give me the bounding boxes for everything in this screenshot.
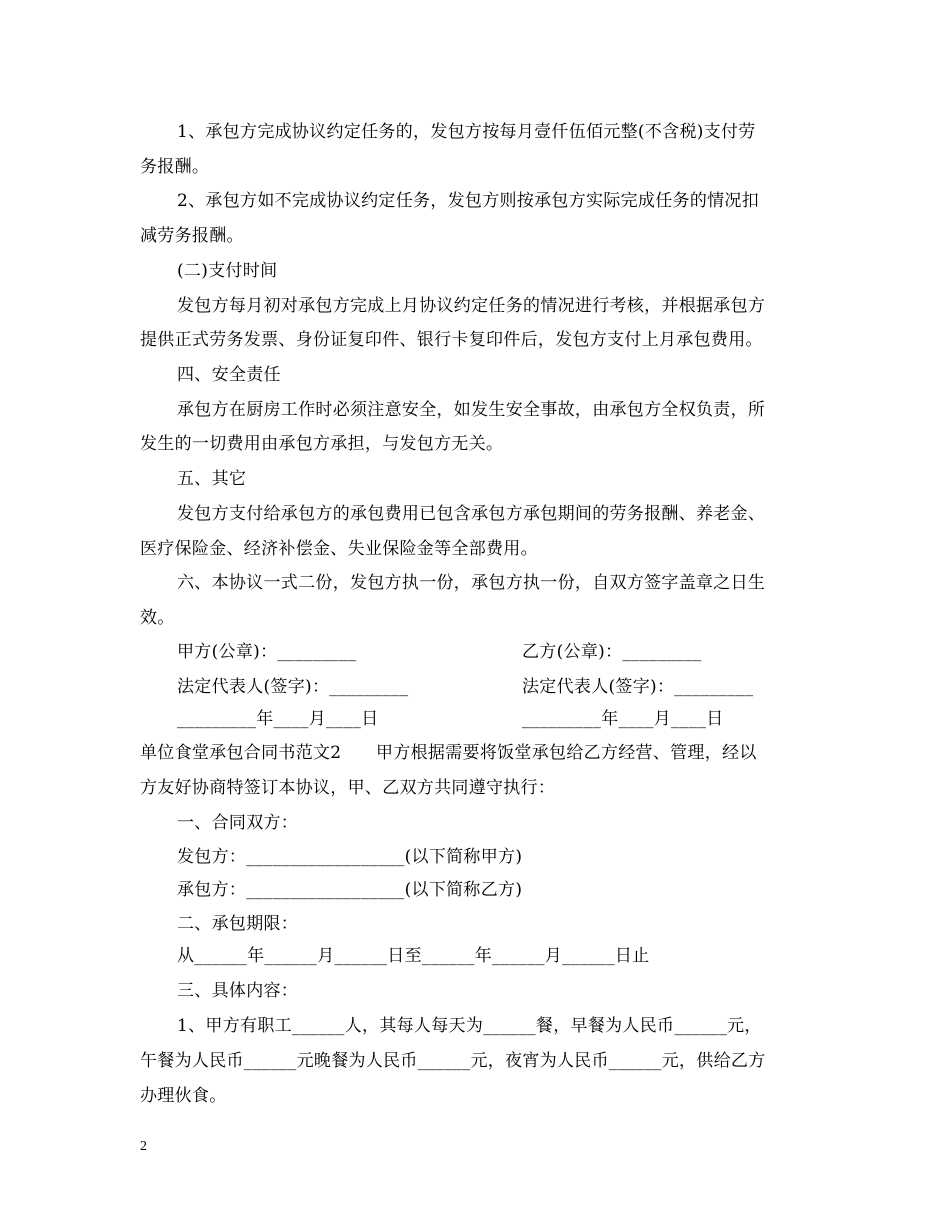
paragraph-line: 六、本协议一式二份，发包方执一份，承包方执一份，自双方签字盖章之日生 xyxy=(177,573,766,593)
party-b-representative: 法定代表人(签字)：_________ xyxy=(522,677,754,697)
paragraph-line: 发生的一切费用由承包方承担，与发包方无关。 xyxy=(140,434,504,454)
party-a-seal: 甲方(公章)：_________ xyxy=(177,642,357,662)
paragraph-line: 2、承包方如不完成协议约定任务，发包方则按承包方实际完成任务的情况扣 xyxy=(177,191,760,211)
section-heading: 二、承包期限： xyxy=(177,914,299,934)
party-a-representative: 法定代表人(签字)：_________ xyxy=(177,677,409,697)
paragraph-line: 承包方在厨房工作时必须注意安全，如发生安全事故，由承包方全权负责，所 xyxy=(177,400,766,420)
paragraph-line: 发包方：__________________(以下简称甲方) xyxy=(177,847,523,867)
paragraph-line: 办理伙食。 xyxy=(140,1086,227,1106)
section-heading: 一、合同双方： xyxy=(177,813,299,833)
paragraph-line: 午餐为人民币______元晚餐为人民币______元，夜宵为人民币______元，供给乙方 xyxy=(140,1051,766,1071)
paragraph-line: 方友好协商特签订本协议，甲、乙双方共同遵守执行： xyxy=(140,778,556,798)
paragraph-line: 务报酬。 xyxy=(140,157,210,177)
section-heading: 三、具体内容： xyxy=(177,981,299,1001)
paragraph-line: 单位食堂承包合同书范文2 甲方根据需要将饭堂承包给乙方经营、管理，经以 xyxy=(140,743,757,763)
paragraph-line: 承包方：__________________(以下简称乙方) xyxy=(177,880,523,900)
paragraph-line: 提供正式劳务发票、身份证复印件、银行卡复印件后，发包方支付上月承包费用。 xyxy=(140,330,763,350)
paragraph-line: 1、甲方有职工______人，其每人每天为______餐，早餐为人民币______元， xyxy=(177,1016,762,1036)
paragraph-line: 医疗保险金、经济补偿金、失业保险金等全部费用。 xyxy=(140,539,538,559)
party-b-date: _________年____月____日 xyxy=(522,709,724,729)
section-heading: 四、安全责任 xyxy=(177,365,281,385)
section-heading: 五、其它 xyxy=(177,469,247,489)
page-number: 2 xyxy=(140,1139,147,1154)
paragraph-line: 减劳务报酬。 xyxy=(140,226,244,246)
paragraph-line: 效。 xyxy=(140,608,175,628)
party-a-date: _________年____月____日 xyxy=(177,709,379,729)
paragraph-line: 发包方每月初对承包方完成上月协议约定任务的情况进行考核，并根据承包方 xyxy=(177,296,766,316)
paragraph-line: 发包方支付给承包方的承包费用已包含承包方承包期间的劳务报酬、养老金、 xyxy=(177,504,766,524)
paragraph-line: 从______年______月______日至______年______月______日止 xyxy=(177,946,650,966)
paragraph-line: 1、承包方完成协议约定任务的，发包方按每月壹仟伍佰元整(不含税)支付劳 xyxy=(177,122,756,142)
section-heading: (二)支付时间 xyxy=(177,261,278,281)
party-b-seal: 乙方(公章)：_________ xyxy=(522,642,702,662)
